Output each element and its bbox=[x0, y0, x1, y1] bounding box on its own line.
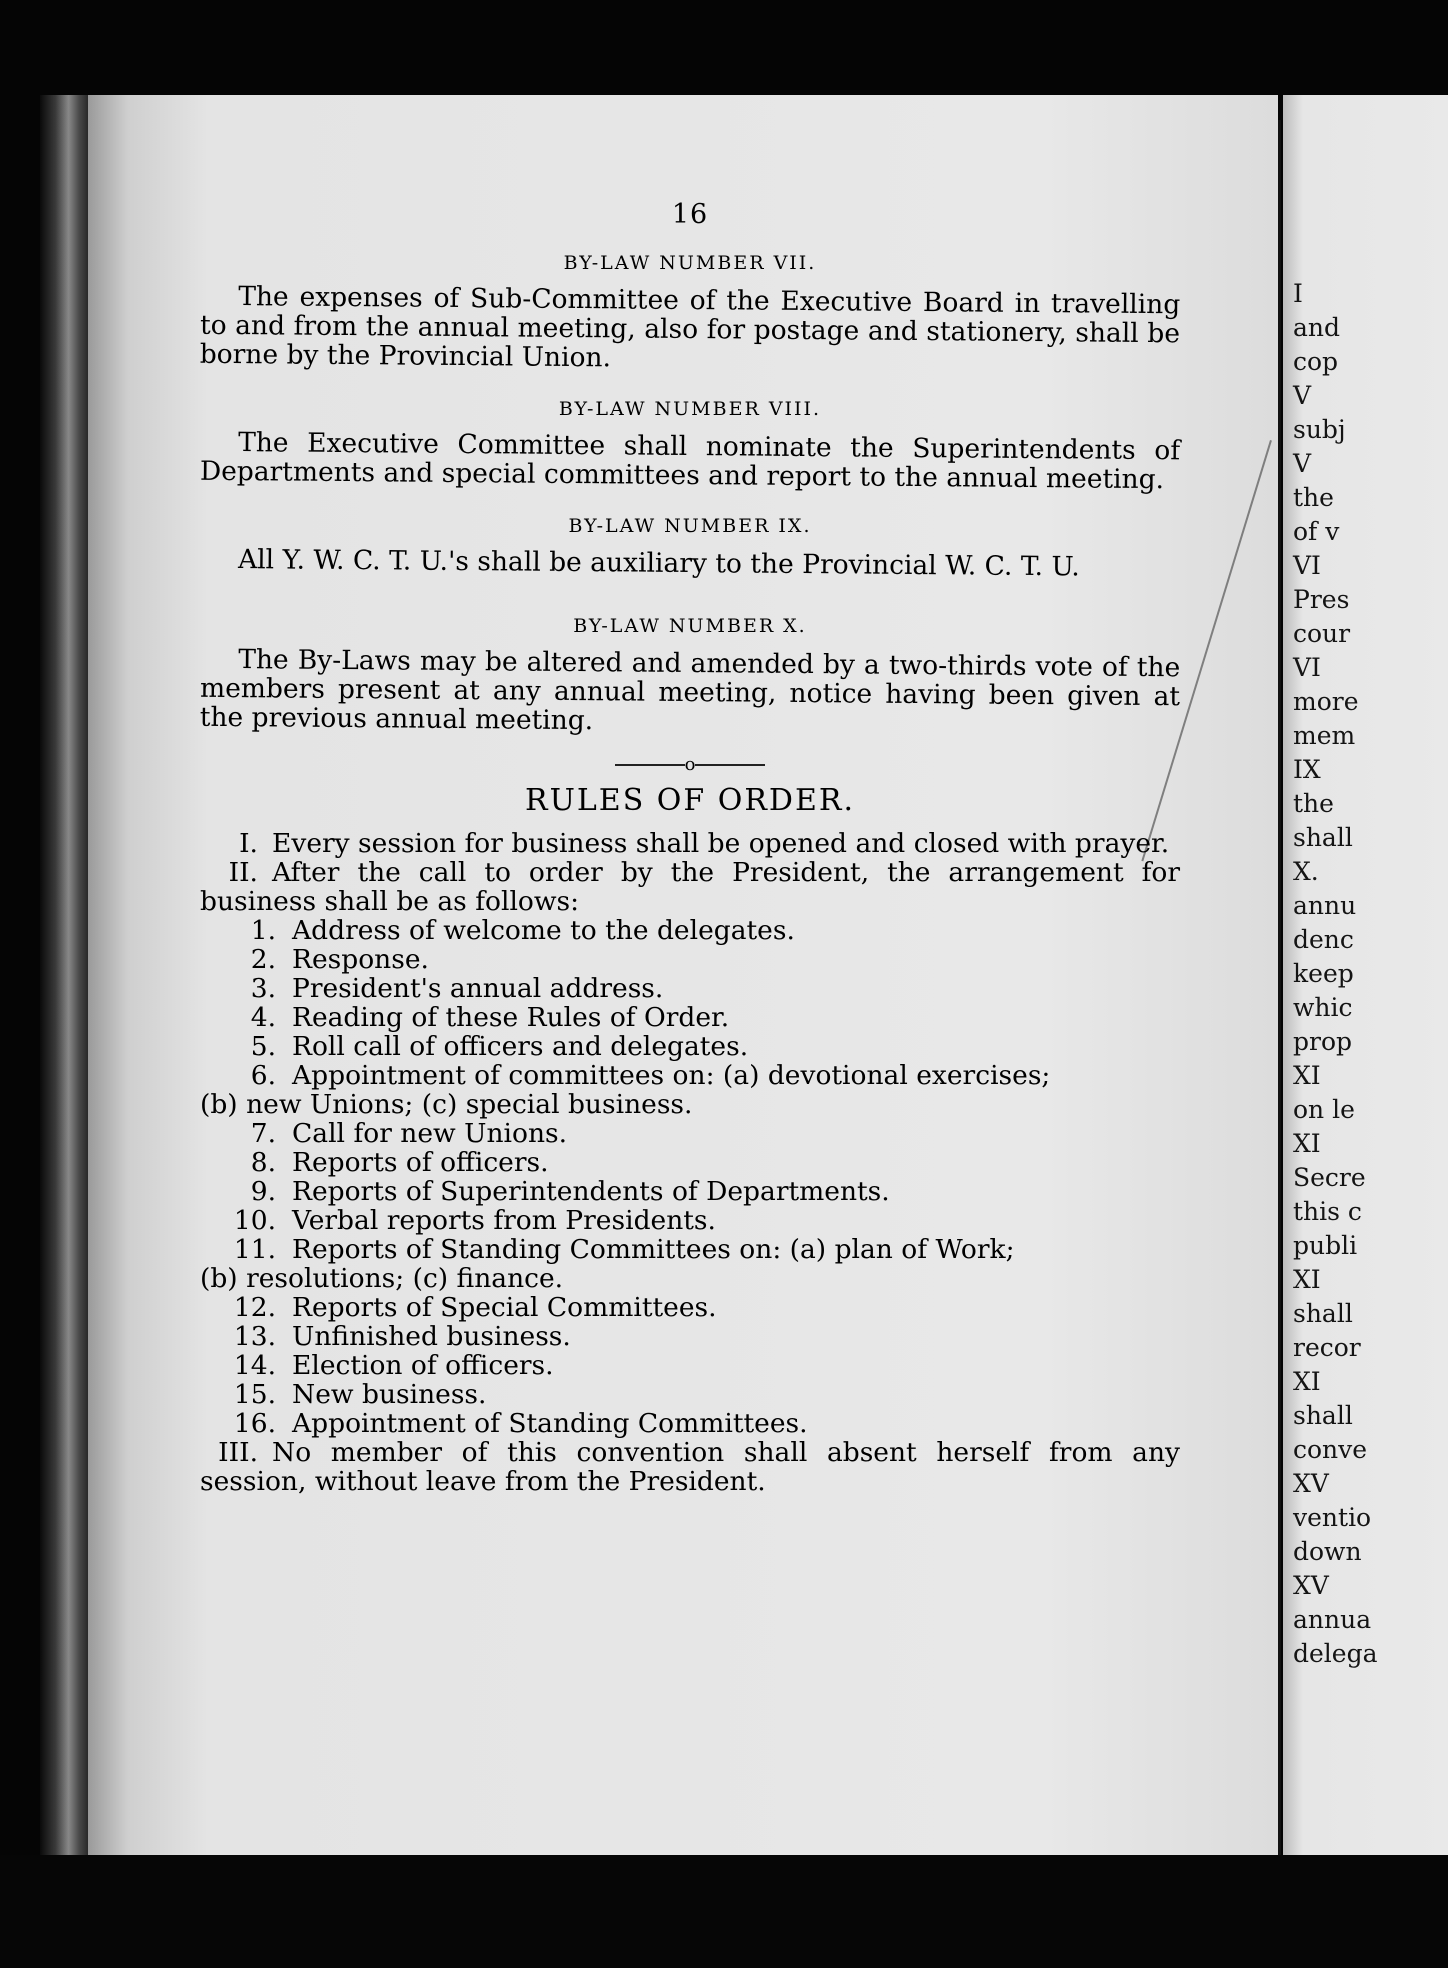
right-page-text-fragment: on le bbox=[1293, 1095, 1355, 1124]
list-item bbox=[200, 1293, 1180, 1322]
bylaw-heading: BY-LAW NUMBER IX. bbox=[568, 515, 812, 537]
rule-number: II. bbox=[228, 857, 258, 888]
item-text: President's annual address. bbox=[292, 973, 664, 1004]
right-page-text-fragment: IX bbox=[1293, 755, 1321, 784]
right-page-text-fragment: VI bbox=[1293, 653, 1321, 682]
right-page-text-fragment: of v bbox=[1293, 517, 1340, 546]
list-item bbox=[200, 1148, 1180, 1177]
right-page-text-fragment: this c bbox=[1293, 1197, 1362, 1226]
item-number: 5. bbox=[250, 1031, 276, 1062]
item-number: 6. bbox=[250, 1060, 276, 1091]
page-number: 16 bbox=[671, 199, 709, 230]
right-page-text-fragment: mem bbox=[1293, 721, 1356, 750]
rule-item bbox=[200, 858, 1180, 916]
list-item bbox=[200, 974, 1180, 1003]
list-item bbox=[200, 1380, 1180, 1409]
list-item bbox=[200, 1032, 1180, 1061]
item-number: 1. bbox=[250, 915, 276, 946]
list-item bbox=[200, 1322, 1180, 1351]
right-page-text-fragment: XI bbox=[1293, 1265, 1321, 1294]
divider-line bbox=[615, 764, 685, 766]
right-page-text-fragment: XV bbox=[1293, 1469, 1329, 1498]
bylaw-text: The expenses of Sub-Committee of the Executive Board in travelling to and from the annual meeting, also for postage and stationery, shall be borne by the Provincial Union. bbox=[199, 281, 1181, 374]
item-text: Address of welcome to the delegates. bbox=[292, 915, 795, 946]
rules-of-order-title: RULES OF ORDER. bbox=[525, 783, 855, 818]
list-item bbox=[200, 1409, 1180, 1438]
item-text: Reports of Standing Committees on: (a) plan of Work; bbox=[292, 1234, 1015, 1265]
business-arrangement-list bbox=[200, 916, 1180, 1438]
item-number: 15. bbox=[233, 1379, 276, 1410]
item-number: 7. bbox=[250, 1118, 276, 1149]
item-number: 9. bbox=[250, 1176, 276, 1207]
list-item bbox=[200, 1119, 1180, 1148]
divider-mark: o bbox=[684, 754, 696, 775]
right-page-text-fragment: whic bbox=[1293, 993, 1353, 1022]
item-text: Unfinished business. bbox=[292, 1321, 571, 1352]
right-page-text-fragment: Secre bbox=[1293, 1163, 1366, 1192]
bylaw-heading: BY-LAW NUMBER X. bbox=[573, 615, 807, 637]
right-page-text-fragment: shall bbox=[1293, 1299, 1353, 1328]
right-page-text-fragment: XI bbox=[1293, 1061, 1321, 1090]
item-text: Reports of Superintendents of Departments. bbox=[292, 1176, 890, 1207]
item-text: Response. bbox=[292, 944, 429, 975]
bylaw-section bbox=[200, 249, 1180, 736]
item-number: 3. bbox=[250, 973, 276, 1004]
item-number: 8. bbox=[250, 1147, 276, 1178]
item-text: Appointment of Standing Committees. bbox=[292, 1408, 808, 1439]
right-page-text-fragment: annua bbox=[1293, 1605, 1372, 1634]
right-page-text-fragment: keep bbox=[1293, 959, 1354, 988]
right-page-text-fragment: down bbox=[1293, 1537, 1362, 1566]
right-page-text-fragment: XI bbox=[1293, 1367, 1321, 1396]
item-text: New business. bbox=[292, 1379, 487, 1410]
right-page-text-fragment: the bbox=[1293, 483, 1334, 512]
rule-text: Every session for business shall be opened and closed with prayer. bbox=[272, 828, 1170, 859]
item-text: Call for new Unions. bbox=[292, 1118, 568, 1149]
right-page-text-fragment: publi bbox=[1293, 1231, 1358, 1260]
rule-number: III. bbox=[218, 1437, 258, 1468]
right-page-text-fragment: cop bbox=[1293, 347, 1339, 376]
rule-item bbox=[200, 1438, 1180, 1496]
page-gutter-line bbox=[1278, 120, 1281, 1860]
book-spine-shadow bbox=[40, 95, 92, 1855]
item-number: 14. bbox=[233, 1350, 276, 1381]
item-number: 10. bbox=[233, 1205, 276, 1236]
right-page-text-fragment: V bbox=[1293, 381, 1312, 410]
bottom-shadow bbox=[0, 1855, 1448, 1968]
rule-number: I. bbox=[239, 828, 258, 859]
bylaw-heading: BY-LAW NUMBER VIII. bbox=[558, 398, 822, 420]
item-text: Verbal reports from Presidents. bbox=[292, 1205, 716, 1236]
right-page-text-fragment: shall bbox=[1293, 823, 1353, 852]
right-page-fragment bbox=[1283, 95, 1448, 1855]
bylaw-heading: BY-LAW NUMBER VII. bbox=[563, 252, 817, 274]
item-number: 16. bbox=[233, 1408, 276, 1439]
item-number: 13. bbox=[233, 1321, 276, 1352]
right-page-text-fragment: ventio bbox=[1293, 1503, 1372, 1532]
right-page-text-fragment: Pres bbox=[1293, 585, 1350, 614]
right-page-text-fragment: denc bbox=[1293, 925, 1354, 954]
right-page-text-fragment: cour bbox=[1293, 619, 1351, 648]
right-page-text-fragment: XI bbox=[1293, 1129, 1321, 1158]
right-page-text-fragment: and bbox=[1293, 313, 1341, 342]
list-item bbox=[200, 1003, 1180, 1032]
item-number: 11. bbox=[233, 1234, 276, 1265]
item-text: Appointment of committees on: (a) devotional exercises; bbox=[292, 1060, 1051, 1091]
rule-item bbox=[200, 829, 1180, 858]
right-page-text-fragment: V bbox=[1293, 449, 1312, 478]
rule-text: After the call to order by the President, the arrangement for business shall be as follows: bbox=[200, 857, 1180, 917]
item-text: Election of officers. bbox=[292, 1350, 554, 1381]
right-page-text-fragment: the bbox=[1293, 789, 1334, 818]
right-page-text-fragment: recor bbox=[1293, 1333, 1361, 1362]
right-page-text-fragment: conve bbox=[1293, 1435, 1368, 1464]
item-text: Reports of Special Committees. bbox=[292, 1292, 717, 1323]
list-item bbox=[200, 945, 1180, 974]
item-number: 4. bbox=[250, 1002, 276, 1033]
bylaw-text: The By-Laws may be altered and amended by a two-thirds vote of the members present at any annual meeting, notice having been given at the previous annual meeting. bbox=[199, 644, 1181, 737]
item-number: 2. bbox=[250, 944, 276, 975]
right-page-text-fragment: annu bbox=[1293, 891, 1357, 920]
rule-text: No member of this convention shall absent herself from any session, without leave from the President. bbox=[200, 1437, 1180, 1497]
list-item bbox=[200, 1206, 1180, 1235]
right-page-text-fragment: I bbox=[1293, 279, 1303, 308]
right-page-text-fragment: shall bbox=[1293, 1401, 1353, 1430]
right-page-text-fragment: VI bbox=[1293, 551, 1321, 580]
page-content bbox=[200, 110, 1180, 1496]
item-text: Reports of officers. bbox=[292, 1147, 549, 1178]
item-number: 12. bbox=[233, 1292, 276, 1323]
item-text: Roll call of officers and delegates. bbox=[292, 1031, 749, 1062]
right-page-text-fragment: XV bbox=[1293, 1571, 1329, 1600]
list-item bbox=[200, 1235, 1180, 1264]
bylaw-text: The Executive Committee shall nominate the Superintendents of Departments and special committees and report to the annual meeting. bbox=[199, 427, 1181, 496]
list-item bbox=[200, 1177, 1180, 1206]
list-item bbox=[200, 1061, 1180, 1090]
right-page-text-fragment: more bbox=[1293, 687, 1359, 716]
section-divider bbox=[200, 756, 1180, 774]
item-text: Reading of these Rules of Order. bbox=[292, 1002, 730, 1033]
bylaw-text: All Y. W. C. T. U.'s shall be auxiliary to the Provincial W. C. T. U. bbox=[237, 544, 1080, 583]
right-page-text-fragment: X. bbox=[1293, 857, 1319, 886]
list-item-continuation: (b) new Unions; (c) special business. bbox=[200, 1089, 693, 1120]
right-page-text-fragment: delega bbox=[1293, 1639, 1378, 1668]
list-item-continuation: (b) resolutions; (c) finance. bbox=[200, 1263, 564, 1294]
list-item bbox=[200, 1351, 1180, 1380]
right-page-text-fragment: prop bbox=[1293, 1027, 1353, 1056]
list-item bbox=[200, 916, 1180, 945]
right-page-text-fragment: subj bbox=[1293, 415, 1346, 444]
divider-line bbox=[695, 764, 765, 766]
rules-of-order bbox=[200, 829, 1180, 1496]
